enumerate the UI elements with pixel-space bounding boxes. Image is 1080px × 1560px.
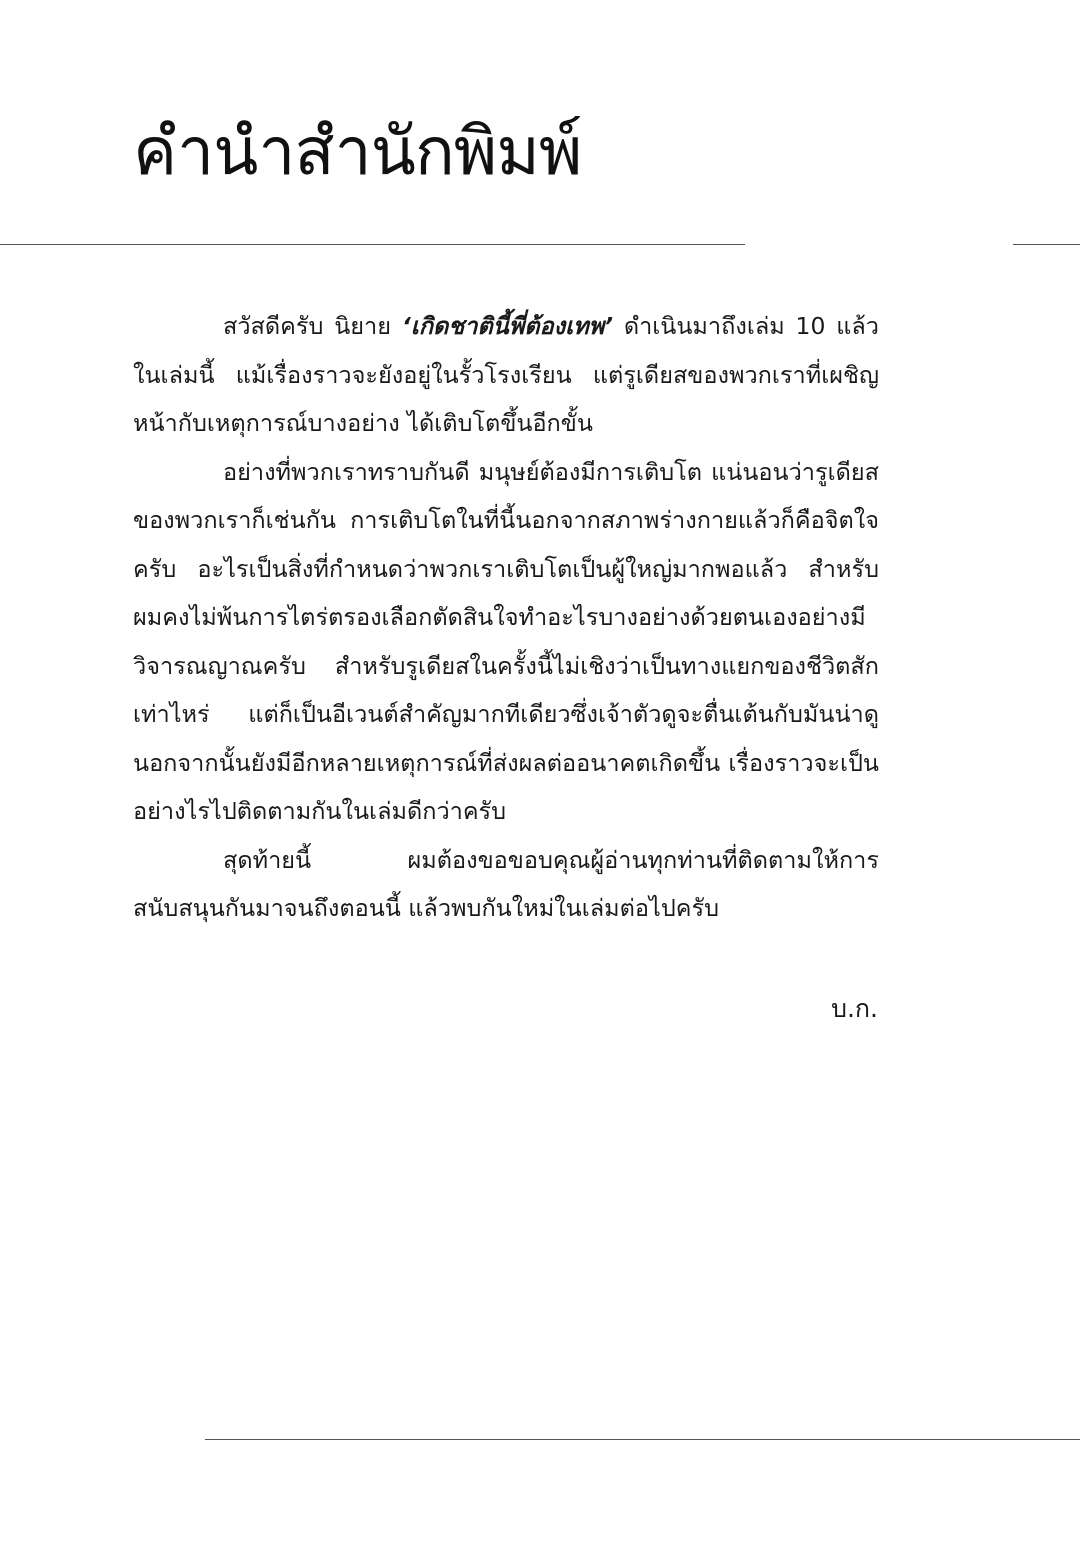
paragraph-1-intro: สวัสดีครับ นิยาย	[223, 312, 402, 340]
divider-bottom	[205, 1439, 1080, 1440]
paragraph-3: สุดท้ายนี้ ผมต้องขอขอบคุณผู้อ่านทุกท่านที่ติดตามให้การสนับสนุนกันมาจนถึงตอนนี้ แล้วพบกันใหม่ในเล่มต่อไปครับ	[133, 845, 879, 922]
paragraph-2: อย่างที่พวกเราทราบกันดี มนุษย์ต้องมีการเติบโต แน่นอนว่ารูเดียสของพวกเราก็เช่นกัน การเติบโตในที่นี้นอกจากสภาพร่างกายแล้วก็คือจิตใจครับ อะไรเป็นสิ่งที่กำหนดว่าพวกเราเติบโตเป็นผู้ใหญ่มากพอแล้ว สำหรับผมคงไม่พ้นการไตร่ตรองเลือกตัดสินใจทำอะไรบางอย่างด้วยตนเองอย่างมีวิจารณญาณครับ สำหรับรูเดียสในครั้งนี้ไม่เชิงว่าเป็นทางแยกของชีวิตสักเท่าไหร่ แต่ก็เป็นอีเวนต์สำคัญมากทีเดียวซึ่งเจ้าตัวดูจะตื่นเต้นกับมันน่าดู นอกจากนั้นยังมีอีกหลายเหตุการณ์ที่ส่งผลต่ออนาคตเกิดขึ้น เรื่องราวจะเป็นอย่างไรไปติดตามกันในเล่มดีกว่าครับ	[133, 457, 879, 825]
paragraph-1-rest: ดำเนินมาถึงเล่ม 10 แล้ว ในเล่มนี้ แม้เรื่องราวจะยังอยู่ในรั้วโรงเรียน แต่รูเดียสของพวกเราที่เผชิญหน้ากับเหตุการณ์บางอย่าง ได้เติบโตขึ้นอีกขั้น	[133, 312, 879, 437]
editor-signature: บ.ก.	[831, 994, 878, 1023]
paragraph-1	[133, 302, 879, 448]
page-title: คำนำสำนักพิมพ์	[133, 113, 582, 190]
divider-top-left	[0, 244, 745, 245]
book-title: ‘เกิดชาตินี้พี่ต้องเทพ’	[401, 312, 614, 340]
divider-top-right	[1013, 244, 1080, 245]
foreword-body	[133, 302, 879, 933]
